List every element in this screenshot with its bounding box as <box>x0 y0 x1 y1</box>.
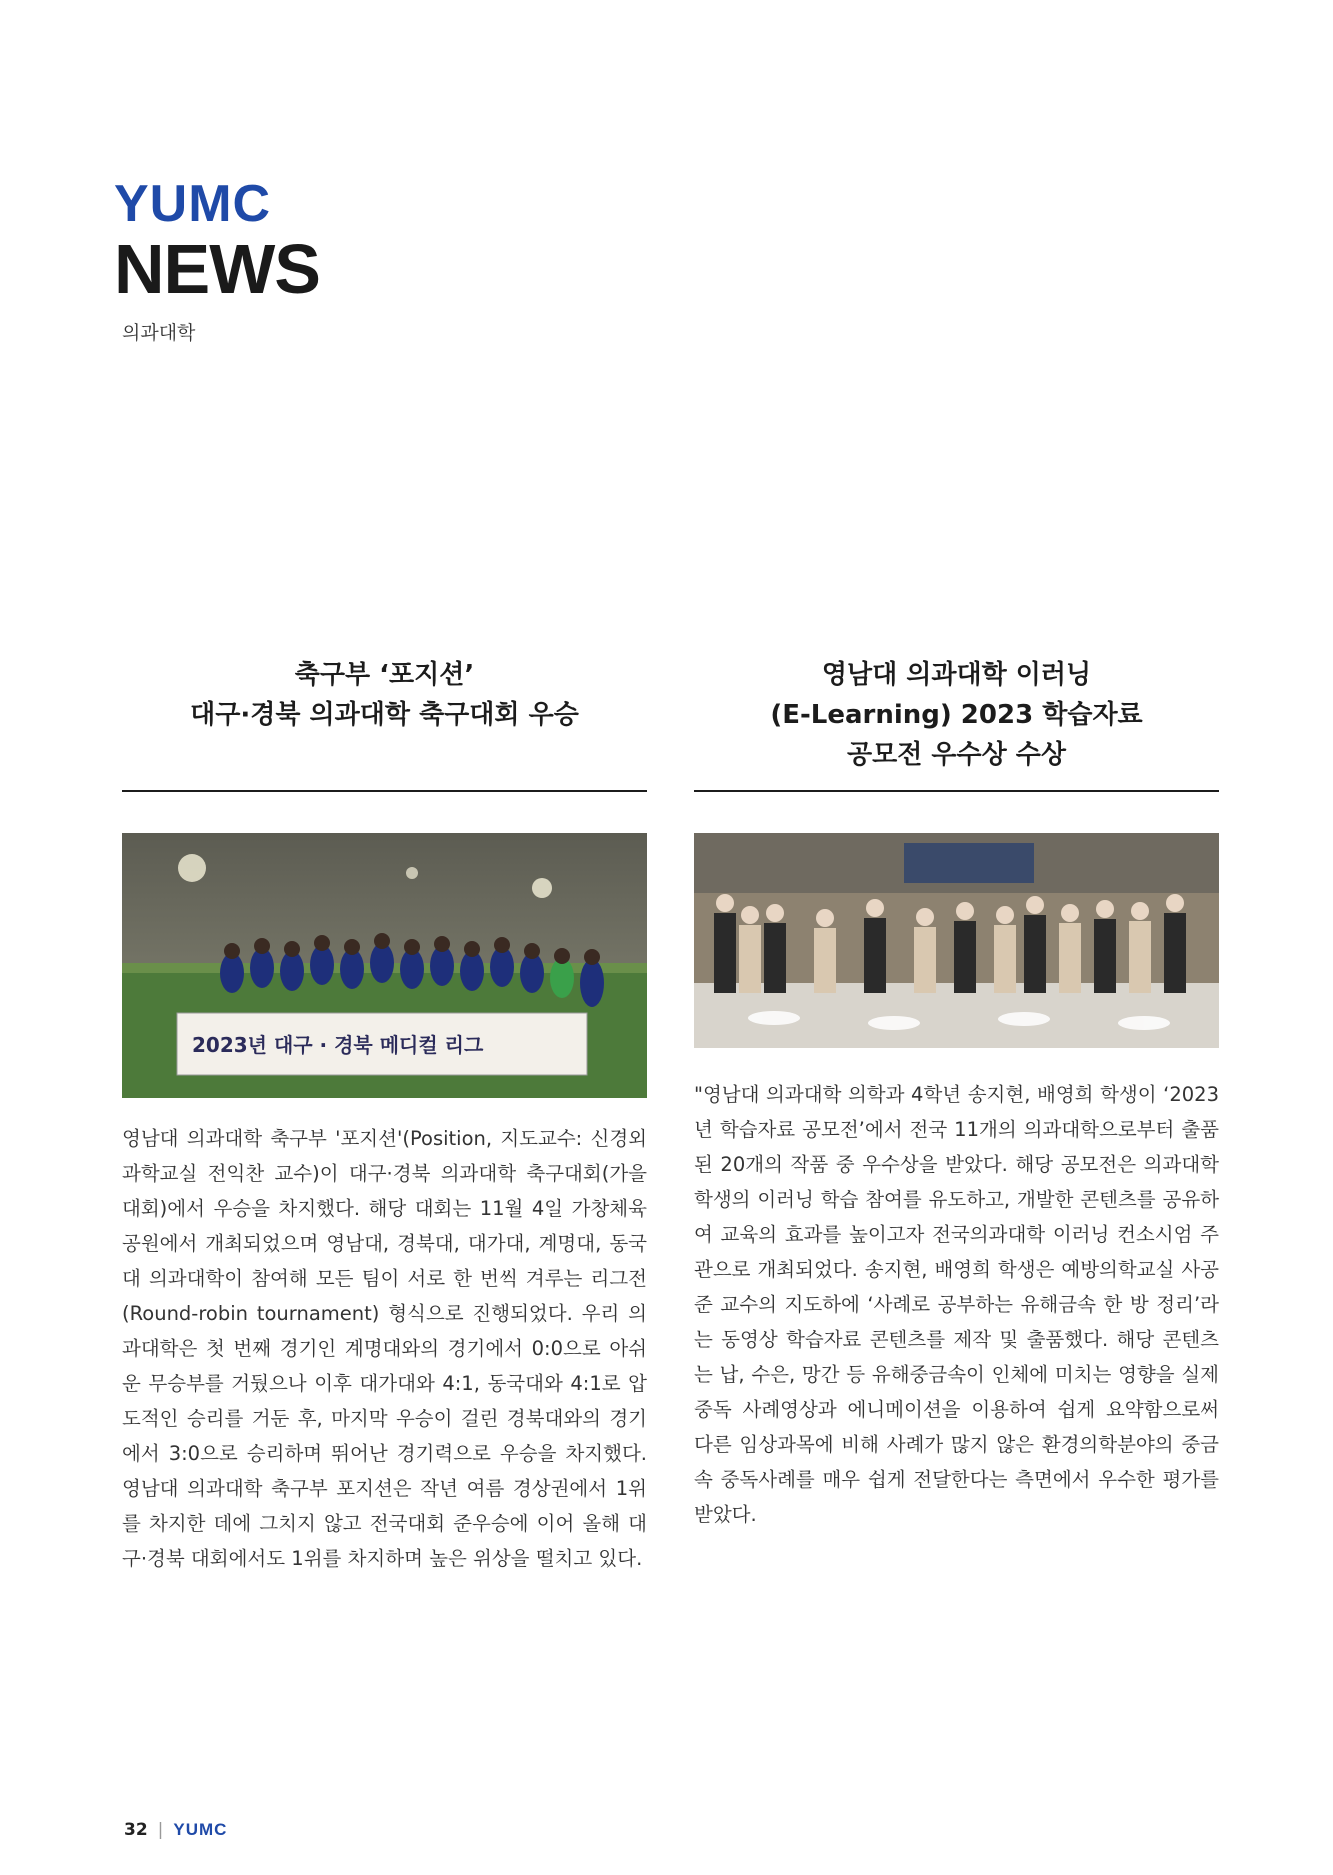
headline-rule <box>694 790 1219 792</box>
soccer-photo-illustration <box>122 833 647 1098</box>
article-headline <box>122 655 647 735</box>
headline-line: 축구부 ‘포지션’ <box>294 660 475 690</box>
ycmc-news-logo <box>114 175 320 308</box>
article-body: 영남대 의과대학 축구부 '포지션'(Position, 지도교수: 신경외과학교실 전익찬 교수)이 대구·경북 의과대학 축구대회(가을 대회)에서 우승을 차지했다. 해당 대회는 11월 4일 가창체육공원에서 개최되었으며 영남대, 경북대, 대가대, 계명대, 동국대 의과대학이 참여해 모든 팀이 서로 한 번씩 겨루는 리그전(Round-robin tournament) 형식으로 진행되었다. 우리 의과대학은 첫 번째 경기인 계명대와의 경기에서 0:0으로 아쉬운 무승부를 거뒀으나 이후 대가대와 4:1, 동국대와 4:1로 압도적인 승리를 거둔 후, 마지막 우승이 걸린 경북대와의 경기에서 3:0으로 승리하며 뛰어난 경기력으로 우승을 차지했다. 영남대 의과대학 축구부 포지션은 작년 여름 경상권에서 1위를 차지한 데에 그치지 않고 전국대회 준우승에 이어 올해 대구·경북 대회에서도 1위를 차지하며 높은 위상을 떨치고 있다. <box>122 1127 647 1570</box>
soccer-team-photo <box>122 833 647 1098</box>
headline-line: (E-Learning) 2023 학습자료 <box>770 700 1143 730</box>
headline-rule <box>122 790 647 792</box>
article-soccer <box>122 655 647 1570</box>
banner-text: 2023년 대구 · 경북 메디컬 리그 <box>192 1033 484 1057</box>
award-group-photo <box>694 833 1219 1048</box>
headline-line: 대구·경북 의과대학 축구대회 우승 <box>190 700 579 730</box>
article-body: "영남대 의과대학 의학과 4학년 송지현, 배영희 학생이 ‘2023년 학습자료 공모전’에서 전국 11개의 의과대학으로부터 출품된 20개의 작품 중 우수상을 받았다. 해당 공모전은 의과대학 학생의 이러닝 학습 참여를 유도하고, 개발한 콘텐츠를 공유하여 교육의 효과를 높이고자 전국의과대학 이러닝 컨소시엄 주관으로 개최되었다. 송지현, 배영희 학생은 예방의학교실 사공준 교수의 지도하에 ‘사례로 공부하는 유해금속 한 방 정리’라는 동영상 학습자료 콘텐츠를 제작 및 출품했다. 해당 콘텐츠는 납, 수은, 망간 등 유해중금속이 인체에 미치는 영향을 실제 중독 사례영상과 에니메이션을 이용하여 쉽게 요약함으로써 다른 임상과목에 비해 사례가 많지 않은 환경의학분야의 중금속 중독사례를 매우 쉽게 전달한다는 측면에서 우수한 평가를 받았다. <box>694 1083 1219 1526</box>
section-label: 의과대학 <box>122 322 196 344</box>
group-photo-illustration <box>694 833 1219 1048</box>
footer-separator: | <box>157 1820 164 1840</box>
ycmc-logo-text: YUMC <box>114 175 272 233</box>
footer-logo: YUMC <box>173 1820 228 1839</box>
headline-line: 공모전 우수상 수상 <box>846 740 1067 770</box>
article-elearning <box>694 655 1219 1526</box>
article-headline <box>694 655 1219 775</box>
headline-line: 영남대 의과대학 이러닝 <box>821 660 1092 690</box>
news-title: NEWS <box>114 230 320 308</box>
page-number: 32 <box>124 1820 148 1840</box>
page-footer <box>124 1820 227 1840</box>
